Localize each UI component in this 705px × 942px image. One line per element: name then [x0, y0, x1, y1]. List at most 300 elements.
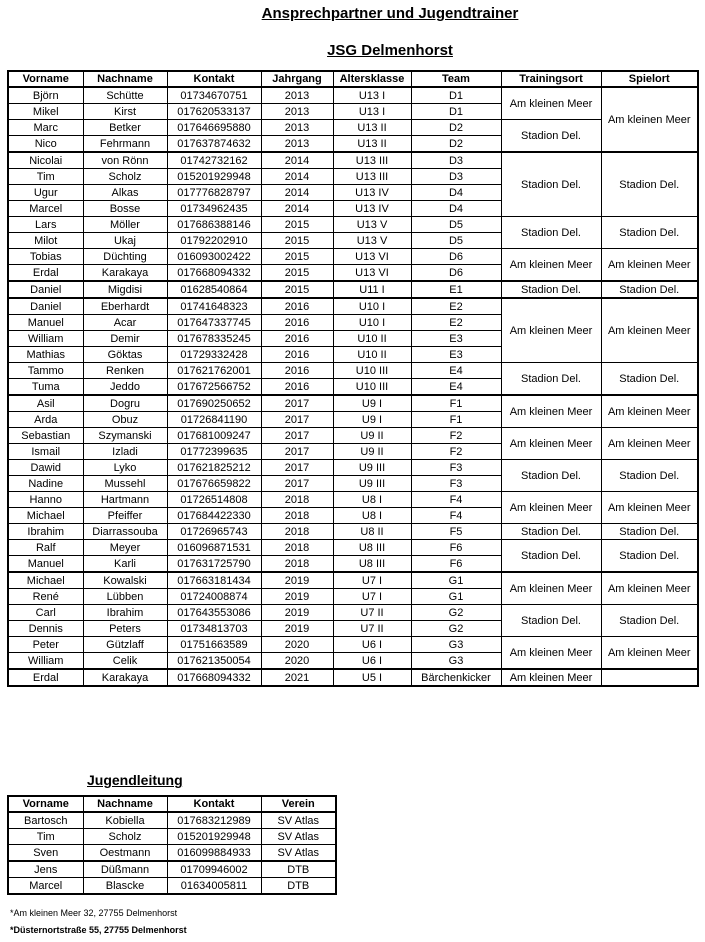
table-row: [8, 540, 698, 556]
cell-kontakt: 017678335245: [167, 331, 261, 347]
cell-nachname: Jeddo: [83, 379, 167, 396]
cell-nachname: Demir: [83, 331, 167, 347]
cell-nachname: Migdisi: [83, 281, 167, 298]
cell-jahrgang: 2017: [261, 476, 333, 492]
cell-jahrgang: 2015: [261, 265, 333, 282]
cell-vorname: Erdal: [8, 669, 83, 686]
cell-nachname: Bosse: [83, 201, 167, 217]
jl-cell-nachname: Kobiella: [83, 812, 167, 829]
cell-nachname: Mussehl: [83, 476, 167, 492]
cell-vorname: Dennis: [8, 621, 83, 637]
cell-trainingsort: Stadion Del.: [501, 217, 601, 249]
table-row: [8, 249, 698, 265]
footnote-am-kleinen-meer: *Am kleinen Meer 32, 27755 Delmenhorst: [10, 908, 178, 918]
cell-nachname: Möller: [83, 217, 167, 233]
cell-vorname: Ralf: [8, 540, 83, 556]
cell-team: E3: [411, 347, 501, 363]
cell-kontakt: 017776828797: [167, 185, 261, 201]
jl-cell-nachname: Blascke: [83, 878, 167, 895]
cell-team: D4: [411, 185, 501, 201]
cell-nachname: Kowalski: [83, 572, 167, 589]
cell-nachname: Lyko: [83, 460, 167, 476]
cell-jahrgang: 2021: [261, 669, 333, 686]
cell-team: G1: [411, 572, 501, 589]
cell-vorname: Daniel: [8, 281, 83, 298]
cell-kontakt: 01726514808: [167, 492, 261, 508]
cell-altersklasse: U8 III: [333, 540, 411, 556]
cell-altersklasse: U13 I: [333, 87, 411, 104]
table-row: [8, 637, 698, 653]
cell-altersklasse: U7 II: [333, 621, 411, 637]
jl-header-kontakt: Kontakt: [167, 796, 261, 812]
cell-team: E1: [411, 281, 501, 298]
cell-spielort: Am kleinen Meer: [601, 428, 698, 460]
cell-jahrgang: 2018: [261, 524, 333, 540]
cell-kontakt: 017621825212: [167, 460, 261, 476]
jl-cell-verein: SV Atlas: [261, 845, 336, 862]
cell-kontakt: 01772399635: [167, 444, 261, 460]
cell-vorname: William: [8, 653, 83, 670]
cell-kontakt: 01734670751: [167, 87, 261, 104]
cell-jahrgang: 2013: [261, 120, 333, 136]
cell-spielort: Stadion Del.: [601, 281, 698, 298]
cell-team: D2: [411, 136, 501, 153]
table-row: [8, 428, 698, 444]
jl-cell-verein: SV Atlas: [261, 829, 336, 845]
cell-team: F5: [411, 524, 501, 540]
cell-kontakt: 017643553086: [167, 605, 261, 621]
cell-nachname: Lübben: [83, 589, 167, 605]
table-row: [8, 492, 698, 508]
cell-team: E2: [411, 298, 501, 315]
table-row: [8, 152, 698, 169]
cell-kontakt: 01726841190: [167, 412, 261, 428]
cell-kontakt: 017637874632: [167, 136, 261, 153]
cell-altersklasse: U13 IV: [333, 185, 411, 201]
cell-nachname: Izladi: [83, 444, 167, 460]
cell-spielort: Am kleinen Meer: [601, 637, 698, 670]
cell-nachname: Ibrahim: [83, 605, 167, 621]
header-altersklasse: Altersklasse: [333, 71, 411, 87]
table-row: [8, 120, 698, 136]
cell-jahrgang: 2019: [261, 605, 333, 621]
trainer-table: [7, 70, 699, 687]
cell-vorname: Björn: [8, 87, 83, 104]
table-row: [8, 281, 698, 298]
cell-kontakt: 017620533137: [167, 104, 261, 120]
jl-cell-verein: SV Atlas: [261, 812, 336, 829]
cell-vorname: Lars: [8, 217, 83, 233]
jl-cell-vorname: Jens: [8, 861, 83, 878]
table-row: [8, 605, 698, 621]
jl-header-verein: Verein: [261, 796, 336, 812]
cell-altersklasse: U13 VI: [333, 265, 411, 282]
cell-vorname: Dawid: [8, 460, 83, 476]
cell-vorname: Nicolai: [8, 152, 83, 169]
jl-cell-kontakt: 016099884933: [167, 845, 261, 862]
cell-vorname: Peter: [8, 637, 83, 653]
cell-altersklasse: U9 I: [333, 395, 411, 412]
cell-altersklasse: U10 II: [333, 331, 411, 347]
cell-altersklasse: U11 I: [333, 281, 411, 298]
jl-cell-kontakt: 01634005811: [167, 878, 261, 895]
cell-team: D1: [411, 87, 501, 104]
table-row: [8, 87, 698, 104]
cell-kontakt: 017681009247: [167, 428, 261, 444]
cell-jahrgang: 2019: [261, 621, 333, 637]
cell-jahrgang: 2016: [261, 363, 333, 379]
cell-altersklasse: U13 III: [333, 169, 411, 185]
cell-altersklasse: U9 III: [333, 476, 411, 492]
cell-spielort: Am kleinen Meer: [601, 298, 698, 363]
cell-trainingsort: Am kleinen Meer: [501, 572, 601, 605]
cell-trainingsort: Stadion Del.: [501, 363, 601, 396]
cell-jahrgang: 2015: [261, 249, 333, 265]
cell-kontakt: 01726965743: [167, 524, 261, 540]
cell-nachname: Obuz: [83, 412, 167, 428]
cell-trainingsort: Stadion Del.: [501, 281, 601, 298]
cell-altersklasse: U7 I: [333, 572, 411, 589]
cell-jahrgang: 2018: [261, 556, 333, 573]
cell-altersklasse: U7 I: [333, 589, 411, 605]
cell-jahrgang: 2019: [261, 572, 333, 589]
table-row: [8, 395, 698, 412]
cell-kontakt: 017621762001: [167, 363, 261, 379]
trainer-table-header: [8, 71, 698, 87]
cell-altersklasse: U8 I: [333, 492, 411, 508]
cell-team: F2: [411, 428, 501, 444]
jl-cell-vorname: Marcel: [8, 878, 83, 895]
cell-team: D5: [411, 217, 501, 233]
cell-kontakt: 01734813703: [167, 621, 261, 637]
cell-team: F6: [411, 540, 501, 556]
cell-vorname: Carl: [8, 605, 83, 621]
jl-cell-nachname: Düßmann: [83, 861, 167, 878]
cell-trainingsort: Am kleinen Meer: [501, 669, 601, 686]
cell-jahrgang: 2013: [261, 136, 333, 153]
table-row: [8, 524, 698, 540]
table-row: [8, 363, 698, 379]
cell-spielort: Stadion Del.: [601, 460, 698, 492]
cell-nachname: Eberhardt: [83, 298, 167, 315]
cell-altersklasse: U7 II: [333, 605, 411, 621]
cell-vorname: Hanno: [8, 492, 83, 508]
cell-trainingsort: Am kleinen Meer: [501, 249, 601, 282]
cell-altersklasse: U13 III: [333, 152, 411, 169]
cell-trainingsort: Am kleinen Meer: [501, 395, 601, 428]
cell-jahrgang: 2019: [261, 589, 333, 605]
cell-kontakt: 01628540864: [167, 281, 261, 298]
cell-altersklasse: U8 II: [333, 524, 411, 540]
cell-trainingsort: Stadion Del.: [501, 120, 601, 153]
cell-team: E4: [411, 363, 501, 379]
cell-jahrgang: 2018: [261, 508, 333, 524]
cell-spielort: Stadion Del.: [601, 540, 698, 573]
cell-jahrgang: 2020: [261, 637, 333, 653]
cell-spielort: Am kleinen Meer: [601, 87, 698, 152]
cell-nachname: Schütte: [83, 87, 167, 104]
cell-team: G3: [411, 637, 501, 653]
jl-cell-kontakt: 015201929948: [167, 829, 261, 845]
cell-vorname: Ibrahim: [8, 524, 83, 540]
table-row: [8, 878, 336, 895]
cell-kontakt: 017646695880: [167, 120, 261, 136]
cell-kontakt: 01724008874: [167, 589, 261, 605]
cell-jahrgang: 2017: [261, 395, 333, 412]
cell-vorname: Tim: [8, 169, 83, 185]
cell-nachname: Kirst: [83, 104, 167, 120]
jl-header-vorname: Vorname: [8, 796, 83, 812]
cell-jahrgang: 2013: [261, 104, 333, 120]
cell-vorname: Manuel: [8, 315, 83, 331]
header-trainingsort: Trainingsort: [501, 71, 601, 87]
cell-nachname: Dogru: [83, 395, 167, 412]
cell-spielort: Stadion Del.: [601, 524, 698, 540]
cell-jahrgang: 2017: [261, 428, 333, 444]
cell-altersklasse: U13 VI: [333, 249, 411, 265]
cell-spielort: Stadion Del.: [601, 217, 698, 249]
cell-kontakt: 016093002422: [167, 249, 261, 265]
cell-trainingsort: Am kleinen Meer: [501, 492, 601, 524]
cell-nachname: Karli: [83, 556, 167, 573]
cell-nachname: Szymanski: [83, 428, 167, 444]
cell-altersklasse: U13 II: [333, 136, 411, 153]
table-row: [8, 845, 336, 862]
cell-jahrgang: 2014: [261, 185, 333, 201]
cell-kontakt: 017668094332: [167, 669, 261, 686]
cell-team: D2: [411, 120, 501, 136]
cell-trainingsort: Stadion Del.: [501, 152, 601, 217]
cell-team: G1: [411, 589, 501, 605]
cell-kontakt: 017647337745: [167, 315, 261, 331]
trainer-table-body: [8, 87, 698, 686]
cell-team: F1: [411, 395, 501, 412]
cell-jahrgang: 2020: [261, 653, 333, 670]
cell-altersklasse: U13 II: [333, 120, 411, 136]
cell-vorname: Ugur: [8, 185, 83, 201]
cell-kontakt: 017631725790: [167, 556, 261, 573]
cell-jahrgang: 2017: [261, 460, 333, 476]
jugendleitung-body: [8, 812, 336, 894]
cell-nachname: Celik: [83, 653, 167, 670]
cell-vorname: Mathias: [8, 347, 83, 363]
cell-nachname: Betker: [83, 120, 167, 136]
cell-team: D6: [411, 249, 501, 265]
jl-cell-kontakt: 01709946002: [167, 861, 261, 878]
cell-vorname: Michael: [8, 508, 83, 524]
cell-vorname: Manuel: [8, 556, 83, 573]
cell-team: F3: [411, 476, 501, 492]
cell-vorname: Arda: [8, 412, 83, 428]
jugendleitung-title: Jugendleitung: [87, 772, 183, 788]
cell-team: F4: [411, 508, 501, 524]
table-row: [8, 861, 336, 878]
cell-vorname: Asil: [8, 395, 83, 412]
cell-altersklasse: U13 V: [333, 217, 411, 233]
cell-jahrgang: 2018: [261, 540, 333, 556]
cell-team: G3: [411, 653, 501, 670]
cell-vorname: Marc: [8, 120, 83, 136]
cell-kontakt: 017663181434: [167, 572, 261, 589]
cell-spielort: Stadion Del.: [601, 152, 698, 217]
cell-altersklasse: U10 II: [333, 347, 411, 363]
cell-altersklasse: U10 I: [333, 298, 411, 315]
cell-nachname: Karakaya: [83, 669, 167, 686]
cell-spielort: Stadion Del.: [601, 605, 698, 637]
cell-jahrgang: 2015: [261, 217, 333, 233]
header-nachname: Nachname: [83, 71, 167, 87]
jugendleitung-header: [8, 796, 336, 812]
cell-team: D5: [411, 233, 501, 249]
cell-team: F1: [411, 412, 501, 428]
cell-nachname: Hartmann: [83, 492, 167, 508]
cell-altersklasse: U13 IV: [333, 201, 411, 217]
cell-vorname: Mikel: [8, 104, 83, 120]
header-vorname: Vorname: [8, 71, 83, 87]
cell-nachname: Göktas: [83, 347, 167, 363]
cell-kontakt: 016096871531: [167, 540, 261, 556]
cell-team: D3: [411, 169, 501, 185]
cell-altersklasse: U9 II: [333, 444, 411, 460]
cell-altersklasse: U9 I: [333, 412, 411, 428]
cell-vorname: Sebastian: [8, 428, 83, 444]
cell-team: Bärchenkicker: [411, 669, 501, 686]
cell-kontakt: 01742732162: [167, 152, 261, 169]
cell-altersklasse: U9 II: [333, 428, 411, 444]
cell-spielort: Am kleinen Meer: [601, 492, 698, 524]
table-row: [8, 829, 336, 845]
cell-jahrgang: 2016: [261, 379, 333, 396]
cell-kontakt: 01734962435: [167, 201, 261, 217]
cell-altersklasse: U13 I: [333, 104, 411, 120]
cell-jahrgang: 2018: [261, 492, 333, 508]
cell-vorname: René: [8, 589, 83, 605]
cell-vorname: Daniel: [8, 298, 83, 315]
header-team: Team: [411, 71, 501, 87]
cell-nachname: Diarrassouba: [83, 524, 167, 540]
cell-spielort: [601, 669, 698, 686]
cell-jahrgang: 2015: [261, 233, 333, 249]
jl-cell-vorname: Sven: [8, 845, 83, 862]
cell-trainingsort: Stadion Del.: [501, 605, 601, 637]
cell-vorname: William: [8, 331, 83, 347]
cell-trainingsort: Stadion Del.: [501, 540, 601, 573]
cell-altersklasse: U8 I: [333, 508, 411, 524]
cell-jahrgang: 2013: [261, 87, 333, 104]
cell-jahrgang: 2014: [261, 201, 333, 217]
cell-kontakt: 01751663589: [167, 637, 261, 653]
cell-kontakt: 01741648323: [167, 298, 261, 315]
cell-jahrgang: 2014: [261, 152, 333, 169]
cell-kontakt: 017676659822: [167, 476, 261, 492]
jl-cell-verein: DTB: [261, 861, 336, 878]
cell-kontakt: 017690250652: [167, 395, 261, 412]
jl-cell-nachname: Oestmann: [83, 845, 167, 862]
cell-spielort: Am kleinen Meer: [601, 395, 698, 428]
cell-nachname: Peters: [83, 621, 167, 637]
jl-cell-vorname: Tim: [8, 829, 83, 845]
cell-trainingsort: Am kleinen Meer: [501, 298, 601, 363]
cell-team: E4: [411, 379, 501, 396]
cell-altersklasse: U8 III: [333, 556, 411, 573]
jugendleitung-table: [7, 795, 337, 895]
cell-vorname: Tammo: [8, 363, 83, 379]
cell-altersklasse: U5 I: [333, 669, 411, 686]
cell-kontakt: 017668094332: [167, 265, 261, 282]
cell-trainingsort: Am kleinen Meer: [501, 637, 601, 670]
cell-altersklasse: U10 III: [333, 363, 411, 379]
cell-jahrgang: 2016: [261, 298, 333, 315]
cell-kontakt: 017621350054: [167, 653, 261, 670]
cell-vorname: Marcel: [8, 201, 83, 217]
cell-team: G2: [411, 621, 501, 637]
footnote-duesternortstrasse: *Düsternortstraße 55, 27755 Delmenhorst: [10, 925, 187, 935]
cell-altersklasse: U6 I: [333, 637, 411, 653]
cell-nachname: Ukaj: [83, 233, 167, 249]
cell-vorname: Erdal: [8, 265, 83, 282]
cell-vorname: Tobias: [8, 249, 83, 265]
cell-vorname: Tuma: [8, 379, 83, 396]
cell-nachname: Alkas: [83, 185, 167, 201]
cell-vorname: Milot: [8, 233, 83, 249]
header-jahrgang: Jahrgang: [261, 71, 333, 87]
cell-altersklasse: U9 III: [333, 460, 411, 476]
cell-trainingsort: Am kleinen Meer: [501, 428, 601, 460]
cell-vorname: Nadine: [8, 476, 83, 492]
cell-team: F6: [411, 556, 501, 573]
cell-team: D1: [411, 104, 501, 120]
table-row: [8, 298, 698, 315]
cell-spielort: Stadion Del.: [601, 363, 698, 396]
cell-kontakt: 017672566752: [167, 379, 261, 396]
cell-team: D6: [411, 265, 501, 282]
cell-kontakt: 015201929948: [167, 169, 261, 185]
jl-cell-verein: DTB: [261, 878, 336, 895]
cell-jahrgang: 2017: [261, 444, 333, 460]
cell-jahrgang: 2014: [261, 169, 333, 185]
cell-vorname: Michael: [8, 572, 83, 589]
document-title: Ansprechpartner und Jugendtrainer: [261, 5, 519, 22]
document-subtitle: JSG Delmenhorst: [327, 42, 453, 59]
cell-nachname: Gützlaff: [83, 637, 167, 653]
cell-team: E2: [411, 315, 501, 331]
cell-jahrgang: 2016: [261, 347, 333, 363]
header-spielort: Spielort: [601, 71, 698, 87]
cell-nachname: Fehrmann: [83, 136, 167, 153]
cell-nachname: von Rönn: [83, 152, 167, 169]
cell-team: G2: [411, 605, 501, 621]
cell-nachname: Acar: [83, 315, 167, 331]
cell-team: D4: [411, 201, 501, 217]
cell-trainingsort: Stadion Del.: [501, 460, 601, 492]
table-row: [8, 217, 698, 233]
cell-jahrgang: 2015: [261, 281, 333, 298]
cell-kontakt: 017686388146: [167, 217, 261, 233]
cell-jahrgang: 2016: [261, 315, 333, 331]
cell-altersklasse: U10 III: [333, 379, 411, 396]
table-row: [8, 460, 698, 476]
cell-kontakt: 017684422330: [167, 508, 261, 524]
cell-nachname: Düchting: [83, 249, 167, 265]
cell-team: F2: [411, 444, 501, 460]
cell-altersklasse: U10 I: [333, 315, 411, 331]
jl-cell-nachname: Scholz: [83, 829, 167, 845]
cell-nachname: Karakaya: [83, 265, 167, 282]
cell-nachname: Renken: [83, 363, 167, 379]
cell-spielort: Am kleinen Meer: [601, 572, 698, 605]
table-row: [8, 812, 336, 829]
cell-spielort: Am kleinen Meer: [601, 249, 698, 282]
